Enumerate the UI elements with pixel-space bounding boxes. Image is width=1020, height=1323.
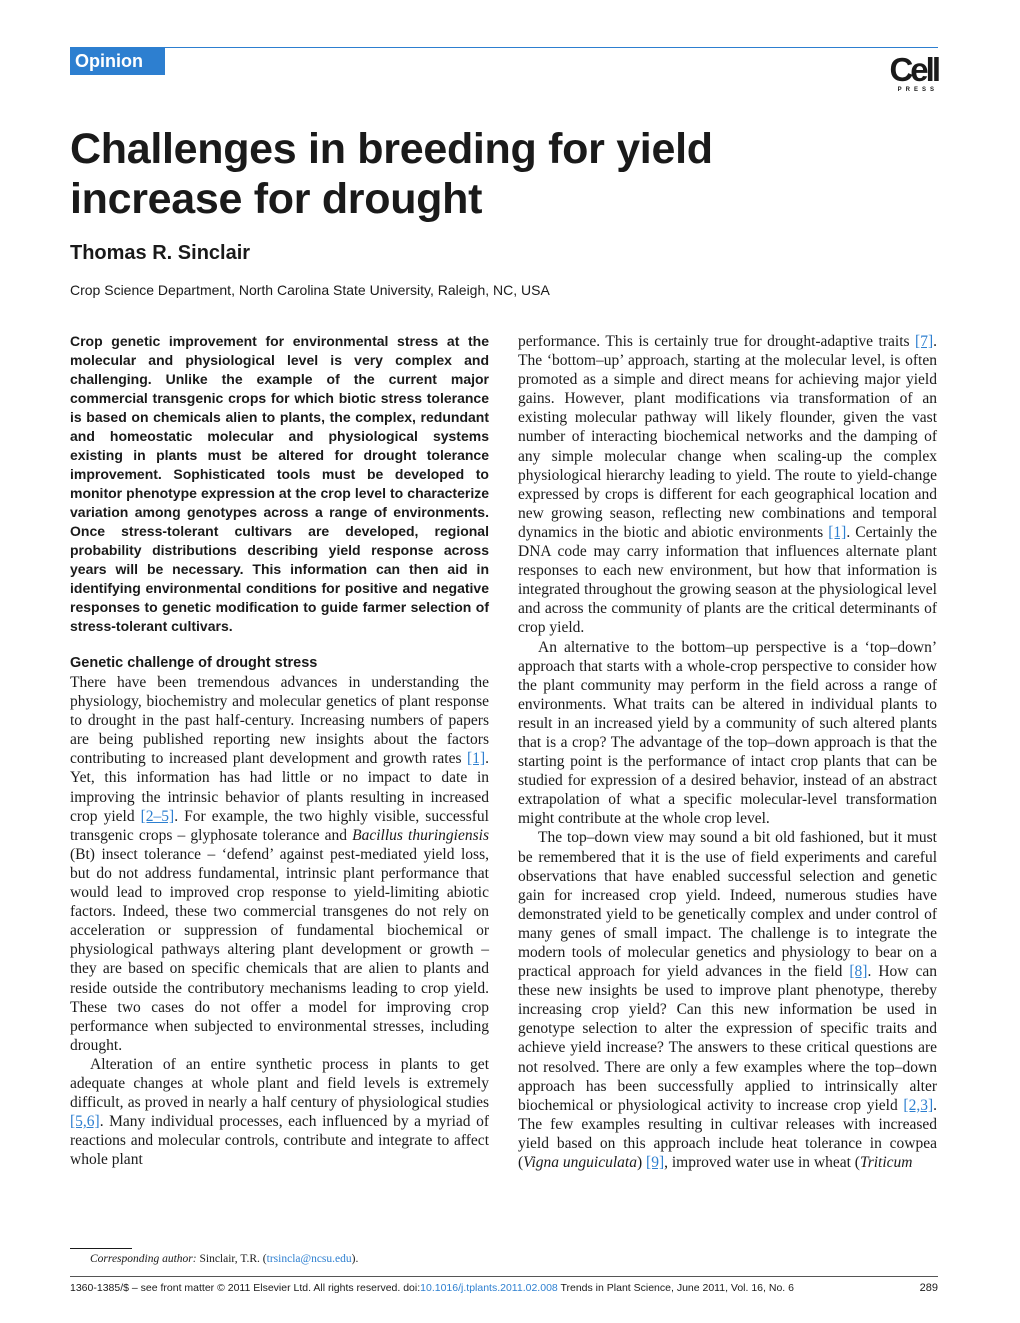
corresponding-author-footnote: Corresponding author: Sinclair, T.R. (trsincla@ncsu.edu). [90, 1253, 359, 1265]
footer-rule [70, 1276, 938, 1277]
citation-link[interactable]: [8] [849, 963, 868, 981]
species-name: Triticum [859, 1154, 913, 1172]
paragraph: An alternative to the bottom–up perspective is a ‘top–down’ approach that starts with a whole-crop perspective to consider how the plant community may perform in the field across a range of environments. What traits can be altered in individual plants to result in an increased yield by a community of such altered plants that is a crop? The advantage of the top–down approach is that the starting point is the performance of intact crop plants that can be studied for expression of a desired behavior, instead of an abstract extrapolation of what a specific molecular-level transformation might contribute at the whole crop level. [518, 638, 937, 828]
section-heading: Genetic challenge of drought stress [70, 655, 318, 671]
citation-link[interactable]: [5,6] [70, 1113, 100, 1131]
citation-link[interactable]: [7] [915, 333, 934, 350]
page-number: 289 [919, 1282, 938, 1294]
author-name: Thomas R. Sinclair [70, 242, 251, 264]
journal-citation: Trends in Plant Science, June 2011, Vol. 16, No. 6 [557, 1282, 794, 1294]
author-affiliation: Crop Science Department, North Carolina State University, Raleigh, NC, USA [70, 282, 550, 298]
section-badge: Opinion [70, 47, 165, 75]
doi-link[interactable]: 10.1016/j.tplants.2011.02.008 [420, 1282, 558, 1294]
paragraph: performance. This is certainly true for drought-adaptive traits [7]. The ‘bottom–up’ approach, starting at the molecular level, is often promoted as a simple and direct means for achieving major yield gains. However, plant modifications via transformation of an existing molecular pathway will likely flounder, given the vast number of interacting biochemical networks and the damping of any simple molecular change when scaling-up the complex physiological hierarchy leading to yield. The route to yield-change expressed by crops is different for each geographical location and new growing season, reflecting new combinations and temporal dynamics in the biotic and abiotic environments [1]. Certainly the DNA code may carry information that influences alternate plant responses to each new environment, but how that information is integrated throughout the growing season at the physiological level and across the community of plants are the critical determinants of crop yield. [518, 333, 937, 637]
right-column [518, 332, 937, 1172]
footnote-rule [70, 1248, 132, 1249]
citation-link[interactable]: [9] [646, 1154, 665, 1172]
paragraph: There have been tremendous advances in understanding the physiology, biochemistry and molecular genetics of plant response to drought in the past half-century. Increasing numbers of papers are being published reporting new insights about the factors contributing to increased plant development and growth rates [1]. Yet, this information has had little or no impact to date in improving the intrinsic behavior of plants resulting in increased crop yield [2–5]. For example, the two highly visible, successful transgenic crops – glyphosate tolerance and Bacillus thuringiensis (Bt) insect tolerance – ‘defend’ against pest-mediated yield loss, but do not address fundamental, intrinsic plant performance that would lead to improved crop response to yield-limiting abiotic factors. Indeed, these two commercial transgenes do not rely on acceleration or suppression of fundamental biochemical or physiological pathways altering plant development or growth – they are based on specific chemicals that are alien to plants and reside outside the contributory mechanisms leading to crop yield. These two cases do not offer a model for improving crop performance when subjected to environmental stresses, including drought. [70, 674, 489, 1054]
header-rule [70, 47, 938, 48]
citation-link[interactable]: [1] [828, 523, 847, 541]
logo-wordmark: Cell [889, 51, 938, 88]
citation-link[interactable]: [1] [467, 750, 486, 768]
logo-subtext: PRESS [897, 87, 938, 93]
author-email-link[interactable]: trsincla@ncsu.edu [266, 1253, 352, 1265]
species-name: Vigna unguiculata [523, 1154, 637, 1172]
citation-link[interactable]: [2,3] [903, 1096, 934, 1114]
citation-link[interactable]: [2–5] [140, 807, 175, 825]
abstract: Crop genetic improvement for environmental stress at the molecular and physiological level is very complex and challenging. Unlike the example of the current major commercial transgenic crops for which biotic stress tolerance is based on chemicals alien to plants, the complex, redundant and homeostatic molecular and physiological systems existing in plants must be altered for drought tolerance improvement. Sophisticated tools must be developed to monitor phenotype expression at the crop level to characterize variation among genotypes across a range of environments. Once stress-tolerant cultivars are developed, regional probability distributions describing yield response across years will be necessary. This information can then aid in identifying environmental conditions for positive and negative responses to genetic modification to guide farmer selection of stress-tolerant cultivars. [70, 333, 489, 634]
article-title: Challenges in breeding for yield increase for drought [70, 125, 713, 223]
paragraph: Alteration of an entire synthetic process in plants to get adequate changes at whole plant and field levels is extremely difficult, as proved in nearly a half century of physiological studies [5,6]. Many individual processes, each influenced by a myriad of reactions and molecular controls, contribute and integrate to affect whole plant [70, 1055, 489, 1169]
cell-press-logo [880, 53, 938, 95]
paragraph: The top–down view may sound a bit old fashioned, but it must be remembered that it is the use of field experiments and careful observations that have enabled successful selection and genetic gain for increased crop yield. Indeed, numerous studies have demonstrated yield to be genetically complex and under control of many genes of small impact. The challenge is to integrate the modern tools of molecular genetics and physiology to bear on a practical approach for yield advances in the field [8]. How can these new insights be used to improve plant phenotype, thereby increasing crop yield? Can this new information be used in genotype selection to alter the expression of specific traits and achieve yield increase? The answers to these critical questions are not resolved. There are only a few examples where the top–down approach has been successfully applied to intrinsically alter biochemical or physiological activity to increase crop yield [2,3]. The few examples resulting in cultivar releases with increased yield based on this approach include heat tolerance in cowpea (Vigna unguiculata) [9], improved water use in wheat (Triticum [518, 829, 937, 1172]
page-footer [70, 1281, 938, 1295]
copyright-line: 1360-1385/$ – see front matter © 2011 Elsevier Ltd. All rights reserved. doi: [70, 1282, 421, 1294]
left-column [70, 332, 489, 1169]
species-name: Bacillus thuringiensis [352, 826, 489, 844]
